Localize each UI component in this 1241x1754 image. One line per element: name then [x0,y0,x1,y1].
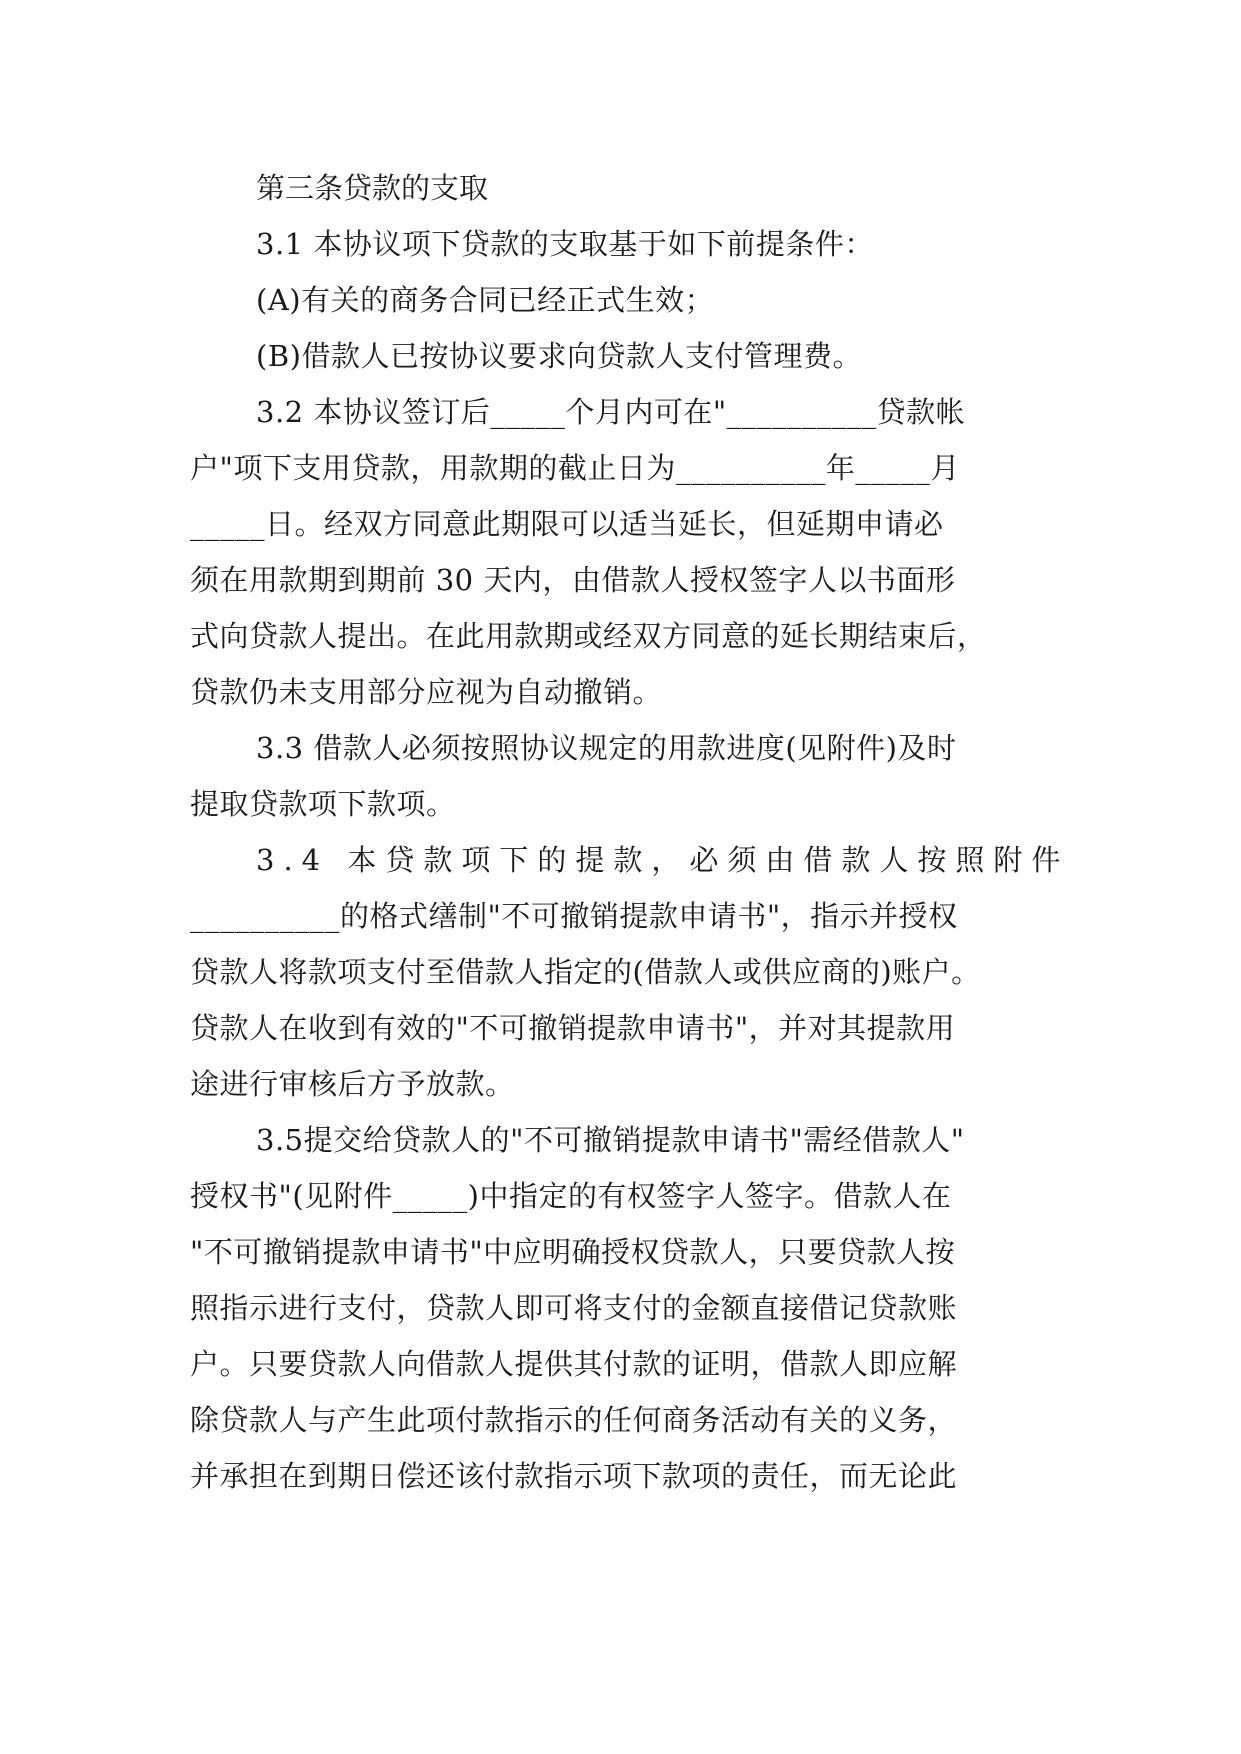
document-body [190,160,1070,1504]
clause-3-2-line: 式向贷款人提出。在此用款期或经双方同意的延长期结束后， [190,619,987,653]
clause-3-3-line: 提取贷款项下款项。 [190,787,456,821]
clause-3-4-line: 3.4 本贷款项下的提款，必须由借款人按照附件 [256,843,1070,877]
clause-3-5-line: 户。只要贷款人向借款人提供其付款的证明，借款人即应解 [190,1347,958,1381]
clause-3-5-line: 并承担在到期日偿还该付款指示项下款项的责任，而无论此 [190,1459,958,1493]
clause-3-4-line: 贷款人将款项支付至借款人指定的(借款人或供应商的)账户。 [190,955,981,989]
clause-3-4-line: 途进行审核后方予放款。 [190,1067,515,1101]
section-heading: 第三条贷款的支取 [256,171,489,205]
clause-3-4-line: __________的格式缮制"不可撤销提款申请书"，指示并授权 [190,899,958,933]
clause-3-1-a: (A)有关的商务合同已经正式生效； [256,283,715,317]
clause-3-3-line: 3.3 借款人必须按照协议规定的用款进度(见附件)及时 [256,731,957,765]
clause-3-1: 3.1 本协议项下贷款的支取基于如下前提条件： [256,227,874,261]
clause-3-4-line: 贷款人在收到有效的"不可撤销提款申请书"，并对其提款用 [190,1011,956,1045]
clause-3-5-line: 除贷款人与产生此项付款指示的任何商务活动有关的义务， [190,1403,958,1437]
clause-3-1-b: (B)借款人已按协议要求向贷款人支付管理费。 [256,339,862,373]
clause-3-5-line: 授权书"(见附件_____)中指定的有权签字人签字。借款人在 [190,1179,952,1213]
clause-3-5-line: "不可撤销提款申请书"中应明确授权贷款人，只要贷款人按 [190,1235,956,1269]
clause-3-2-line: 须在用款期到期前 30 天内，由借款人授权签字人以书面形 [190,563,956,597]
clause-3-5-line: 3.5提交给贷款人的"不可撤销提款申请书"需经借款人" [256,1123,965,1157]
clause-3-2-line: 贷款仍未支用部分应视为自动撤销。 [190,675,663,709]
clause-3-2-line: _____日。经双方同意此期限可以适当延长，但延期申请必 [190,507,944,541]
clause-3-2-line: 户"项下支用贷款，用款期的截止日为__________年_____月 [190,451,960,485]
clause-3-2-line: 3.2 本协议签订后_____个月内可在"__________贷款帐 [256,395,966,429]
clause-3-5-line: 照指示进行支付，贷款人即可将支付的金额直接借记贷款账 [190,1291,958,1325]
